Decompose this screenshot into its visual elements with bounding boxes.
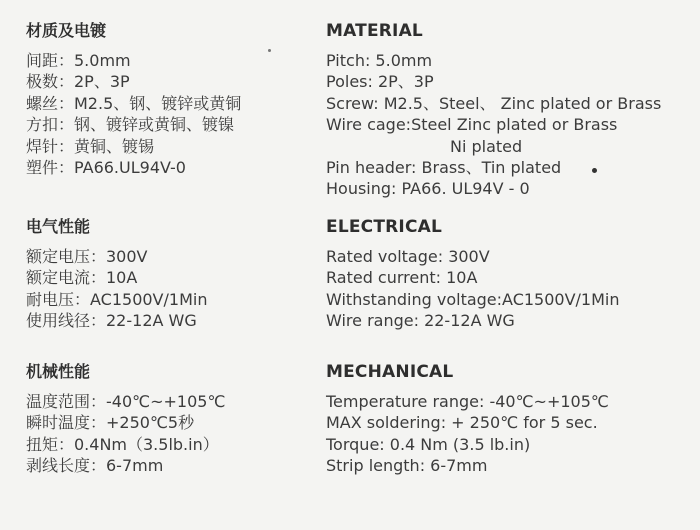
zh-electrical-heading: 电气性能 [26, 217, 91, 236]
en-withstanding-voltage-line: Withstanding voltage:AC1500V/1Min [326, 289, 620, 309]
en-material-section [326, 20, 661, 200]
en-electrical-section [326, 216, 620, 332]
en-strip-length-line: Strip length: 6-7mm [326, 456, 488, 476]
zh-pitch-line: 间距：5.0mm [26, 51, 131, 70]
en-soldering-line: MAX soldering: + 250℃ for 5 sec. [326, 413, 598, 433]
en-wire-range-line: Wire range: 22-12A WG [326, 311, 515, 331]
en-screw-line: Screw: M2.5、Steel、 Zinc plated or Brass [326, 93, 662, 113]
en-material-heading: MATERIAL [326, 21, 423, 41]
en-wire-cage-line: Wire cage:Steel Zinc plated or Brass [326, 115, 618, 135]
en-electrical-heading: ELECTRICAL [326, 217, 443, 237]
en-temperature-range-line: Temperature range: -40℃~+105℃ [326, 392, 609, 411]
en-rated-voltage-line: Rated voltage: 300V [326, 247, 490, 266]
zh-mechanical-section [26, 361, 225, 477]
zh-material-section [26, 20, 241, 178]
zh-rated-current-line: 额定电流：10A [26, 268, 138, 288]
en-mechanical-section [326, 361, 609, 477]
zh-strip-length-line: 剥线长度：6-7mm [26, 456, 164, 476]
en-rated-current-line: Rated current: 10A [326, 268, 478, 288]
zh-material-heading: 材质及电镀 [26, 21, 107, 40]
zh-pin-header-line: 焊针：黄铜、镀锡 [26, 136, 155, 156]
ink-speck [268, 49, 271, 52]
en-pitch-line: Pitch: 5.0mm [326, 51, 433, 70]
zh-wire-cage-line: 方扣：钢、镀锌或黄铜、镀镍 [26, 115, 235, 135]
zh-rated-voltage-line: 额定电压：300V [26, 247, 148, 266]
zh-torque-line: 扭矩：0.4Nm（3.5lb.in） [26, 434, 219, 454]
zh-poles-line: 极数：2P、3P [26, 72, 130, 92]
en-housing-line: Housing: PA66. UL94V - 0 [326, 179, 530, 199]
zh-housing-line: 塑件：PA66.UL94V-0 [26, 158, 186, 178]
zh-soldering-line: 瞬时温度：+250℃5秒 [26, 413, 195, 433]
en-ni-plated-line: Ni plated [450, 136, 523, 156]
zh-screw-line: 螺丝：M2.5、钢、镀锌或黄铜 [26, 93, 242, 113]
zh-wire-range-line: 使用线径：22-12A WG [26, 311, 197, 331]
zh-withstanding-voltage-line: 耐电压：AC1500V/1Min [26, 289, 208, 309]
en-poles-line: Poles: 2P、3P [326, 72, 434, 92]
en-pin-header-line: Pin header: Brass、Tin plated [326, 158, 562, 178]
ink-dot [592, 168, 597, 173]
en-mechanical-heading: MECHANICAL [326, 362, 454, 382]
en-torque-line: Torque: 0.4 Nm (3.5 lb.in) [326, 434, 531, 454]
zh-temperature-range-line: 温度范围：-40℃~+105℃ [26, 392, 226, 411]
zh-electrical-section [26, 216, 207, 332]
zh-mechanical-heading: 机械性能 [26, 362, 91, 381]
